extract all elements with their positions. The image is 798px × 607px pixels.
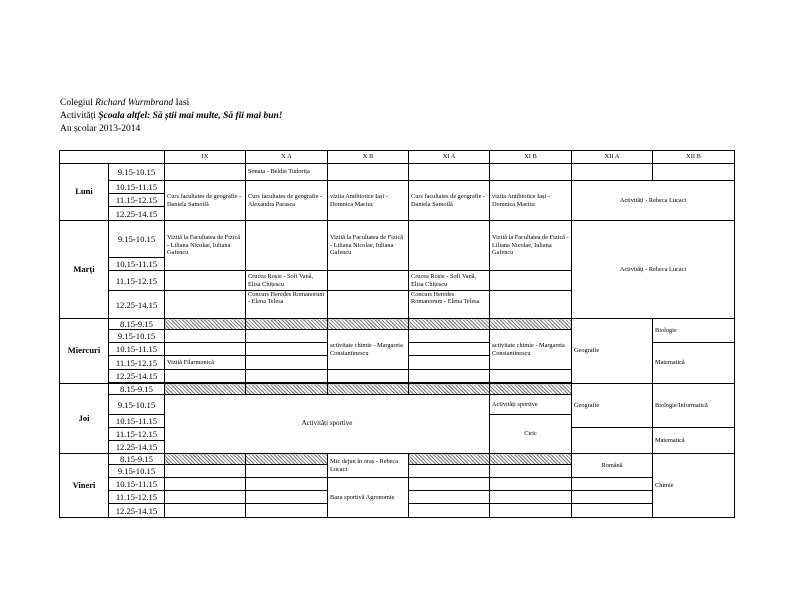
time-slot: 11.15-12.15 bbox=[109, 356, 165, 370]
activity-cell: Mic dejun în oraș - Rebeca Lucaci bbox=[328, 454, 409, 478]
table-row bbox=[60, 221, 735, 258]
activity-cell: Vizită la Facultatea de Fizică - Liliana Nicolae, Iuliana Gafencu bbox=[490, 221, 572, 271]
activity-cell: Concurs Heredes Romanorum - Elena Telesa bbox=[409, 291, 490, 319]
activity-cell: vizita Antibiotice Iași - Domnica Maciuc bbox=[328, 181, 409, 221]
table-row bbox=[60, 384, 735, 395]
activity-cell: Activități sportive bbox=[165, 395, 490, 454]
table-row bbox=[60, 454, 735, 465]
activity-cell: Crucea Roșie - Sofi Vană, Elisa Chițescu bbox=[246, 271, 328, 291]
day-label: Miercuri bbox=[60, 319, 109, 384]
time-slot: 12.25-14.15 bbox=[109, 441, 165, 454]
activity-cell: Vizită la Facultatea de Fizică - Liliana Nicolae, Iuliana Gafencu bbox=[165, 221, 246, 271]
time-slot: 9.15-10.15 bbox=[109, 330, 165, 343]
program-name: Școala altfel: Să știi mai multe, Să fii mai bun! bbox=[98, 111, 283, 121]
activity-cell: Sonata - Beldie Tudorița bbox=[246, 164, 328, 181]
activity-cell: Matematică bbox=[653, 343, 735, 384]
activity-cell: Matematică bbox=[653, 428, 735, 454]
time-slot: 12.25-14.15 bbox=[109, 291, 165, 319]
activity-cell: Biologie/Informatică bbox=[653, 384, 735, 428]
activity-cell: Baza sportivă Agronomie bbox=[328, 478, 409, 518]
activity-cell: activitate chimie - Margareta Constantinescu bbox=[328, 330, 409, 370]
activity-cell: Activități sportive bbox=[490, 395, 572, 415]
time-slot: 10.15-11.15 bbox=[109, 258, 165, 271]
day-label: Luni bbox=[60, 164, 109, 221]
school-name: Colegiul Richard Wurmbrand Iasi bbox=[60, 98, 190, 108]
time-slot: 8.15-9.15 bbox=[109, 319, 165, 330]
table-row bbox=[60, 319, 735, 330]
time-slot: 11.15-12.15 bbox=[109, 491, 165, 504]
school-name-italic: Richard Wurmbrand bbox=[95, 98, 174, 108]
activity-cell: Curs facultates de geografie - Daniela Samoilă bbox=[165, 181, 246, 221]
program-title: Activități Școala altfel: Să știi mai multe, Să fii mai bun! bbox=[60, 111, 283, 121]
time-slot: 12.25-14.15 bbox=[109, 207, 165, 221]
time-slot: 10.15-11.15 bbox=[109, 181, 165, 194]
time-slot: 11.15-12.15 bbox=[109, 194, 165, 207]
activity-cell: Crucea Roșie - Sofi Vană, Elisa Chițescu bbox=[409, 271, 490, 291]
day-label: Marți bbox=[60, 221, 109, 319]
class-header-row bbox=[60, 151, 735, 164]
schedule-table bbox=[59, 150, 735, 518]
time-slot: 9.15-10.15 bbox=[109, 465, 165, 478]
activity-cell: activitate chimie - Margareta Constantinescu bbox=[490, 330, 572, 370]
activity-cell: Concurs Heredes Romanorum - Elena Telesa bbox=[246, 291, 328, 319]
activity-cell: Vizită la Facultatea de Fizică - Liliana Nicolae, Iuliana Gafencu bbox=[328, 221, 409, 271]
class-header: XI A bbox=[409, 151, 490, 164]
activity-cell: Biologie bbox=[653, 319, 735, 343]
activity-cell: Română bbox=[572, 454, 653, 478]
activity-cell: vizita Antibiotice Iași - Domnica Maciuc bbox=[490, 181, 572, 221]
time-slot: 9.15-10.15 bbox=[109, 395, 165, 415]
time-slot: 12.25-14.15 bbox=[109, 370, 165, 383]
day-label: Joi bbox=[60, 384, 109, 454]
class-header: XII A bbox=[572, 151, 653, 164]
class-header: X A bbox=[246, 151, 328, 164]
class-header: XII B bbox=[653, 151, 735, 164]
time-slot: 8.15-9.15 bbox=[109, 454, 165, 465]
time-slot: 9.15-10.15 bbox=[109, 221, 165, 258]
time-slot: 10.15-11.15 bbox=[109, 343, 165, 356]
school-year: An școlar 2013-2014 bbox=[60, 124, 141, 134]
activity-cell: Activități - Rebeca Lucaci bbox=[572, 221, 735, 319]
time-slot: 10.15-11.15 bbox=[109, 478, 165, 491]
activity-cell: Vizită Filarmonică bbox=[165, 356, 246, 370]
activity-cell: Ciric bbox=[490, 415, 572, 454]
time-slot: 9.15-10.15 bbox=[109, 164, 165, 181]
time-slot: 10.15-11.15 bbox=[109, 415, 165, 428]
activity-cell: Curs facultates de geografie - Daniela Samoilă bbox=[409, 181, 490, 221]
activity-cell: Geografie bbox=[572, 319, 653, 384]
table-row bbox=[60, 164, 735, 181]
class-header: X B bbox=[328, 151, 409, 164]
class-header: XI B bbox=[490, 151, 572, 164]
activity-cell: Geografie bbox=[572, 384, 653, 428]
table-row bbox=[60, 478, 735, 491]
time-slot: 8.15-9.15 bbox=[109, 384, 165, 395]
day-label: Vineri bbox=[60, 454, 109, 518]
activity-cell: Curs facultates de geografie - Alexandra Parasca bbox=[246, 181, 328, 221]
class-header: IX bbox=[165, 151, 246, 164]
table-row bbox=[60, 181, 735, 194]
time-slot: 11.15-12.15 bbox=[109, 428, 165, 441]
activity-cell: Chimie bbox=[653, 454, 735, 518]
time-slot: 12.25-14.15 bbox=[109, 504, 165, 518]
time-slot: 11.15-12.15 bbox=[109, 271, 165, 291]
activity-cell: Activități - Rebeca Lucaci bbox=[572, 181, 735, 221]
